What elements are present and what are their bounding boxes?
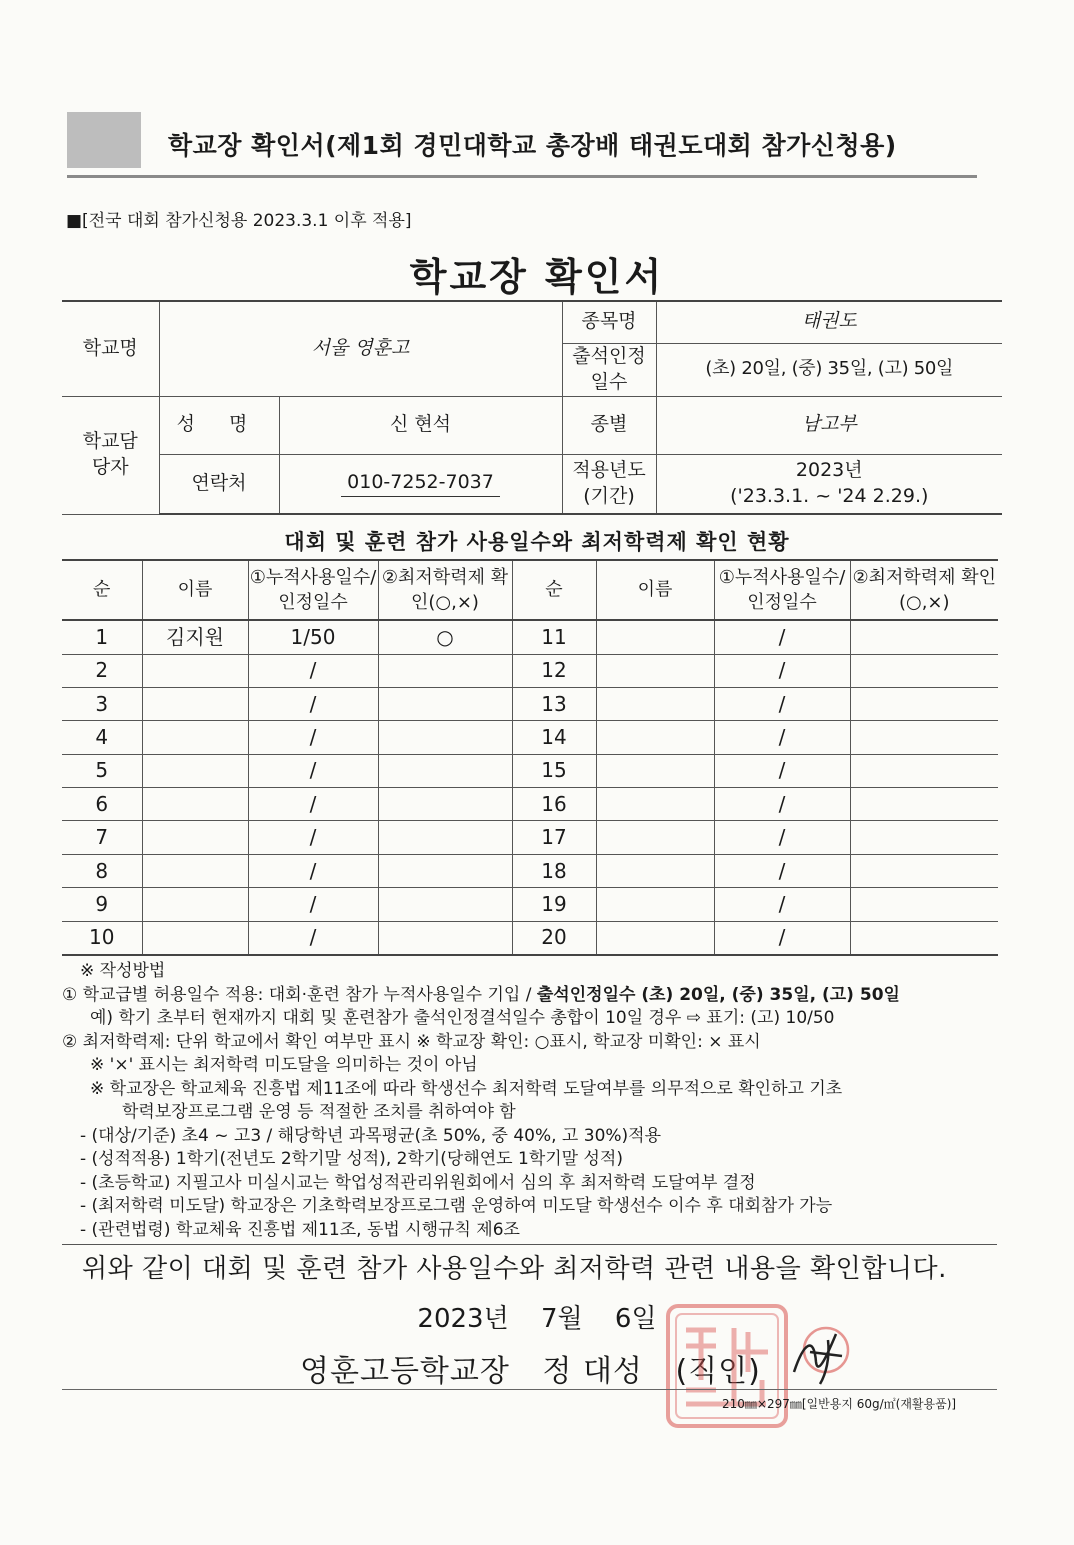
cell-check-left: [378, 888, 512, 921]
table-row: [62, 821, 998, 854]
cell-no-left: 2: [62, 654, 142, 687]
cell-check-right: [850, 788, 998, 821]
sport-value: 태권도: [656, 301, 1002, 343]
cell-no-right: 17: [512, 821, 596, 854]
school-info-table: [62, 300, 1002, 515]
issue-date: [0, 1298, 1074, 1335]
cell-no-right: 18: [512, 854, 596, 887]
cell-check-right: [850, 687, 998, 720]
cell-days-right: /: [714, 888, 850, 921]
table-row: [62, 721, 998, 754]
table-row: [62, 888, 998, 921]
cell-no-right: 19: [512, 888, 596, 921]
table-row: [62, 687, 998, 720]
note-item-1-example: 예) 학기 초부터 현재까지 대회 및 훈련참가 출석인정결석일수 총합이 10일 경우 ⇨ 표기: (고) 10/50: [90, 1008, 835, 1028]
cell-check-right: [850, 921, 998, 954]
cell-name-left: [142, 921, 248, 954]
cell-check-right: [850, 620, 998, 654]
table-row: [62, 788, 998, 821]
cell-days-left: /: [248, 921, 378, 954]
cell-days-left: /: [248, 687, 378, 720]
cell-name-right: [596, 620, 714, 654]
header-check-left: ②최저학력제 확인(○,×): [378, 560, 512, 620]
cell-check-right: [850, 854, 998, 887]
signer-seal-label: (직인): [675, 1354, 761, 1389]
table-row: [62, 620, 998, 654]
cell-check-left: [378, 754, 512, 787]
cell-name-right: [596, 821, 714, 854]
cell-check-left: [378, 788, 512, 821]
table-row: [62, 854, 998, 887]
cell-days-right: /: [714, 854, 850, 887]
section-title: 대회 및 훈련 참가 사용일수와 최저학력제 확인 현황: [284, 530, 790, 554]
cell-days-left: 1/50: [248, 620, 378, 654]
cell-no-left: 1: [62, 620, 142, 654]
note-dash-5: - (관련법령) 학교체육 진흥법 제11조, 동법 시행규칙 제6조: [80, 1219, 520, 1240]
cell-name-left: [142, 721, 248, 754]
cell-check-right: [850, 721, 998, 754]
period-value: [656, 454, 1002, 514]
cell-check-right: [850, 888, 998, 921]
cell-name-left: [142, 754, 248, 787]
header-name-right: 이름: [596, 560, 714, 620]
instructions: [62, 960, 1007, 1242]
cell-no-right: 11: [512, 620, 596, 654]
note-item-1: ① 학교급별 허용일수 적용: 대회·훈련 참가 누적사용일수 기입 / 출석인정일수 (초) 20일, (중) 35일, (고) 50일: [62, 984, 900, 1005]
note-dash-4: - (최저학력 미도달) 학교장은 기초학력보장프로그램 운영하여 미도달 학생선수 이수 후 대회참가 가능: [80, 1196, 833, 1216]
period-range: ('23.3.1. ~ '24 2.29.): [730, 484, 929, 507]
cell-days-right: /: [714, 788, 850, 821]
cell-no-left: 6: [62, 788, 142, 821]
cell-name-left: [142, 888, 248, 921]
cell-no-left: 4: [62, 721, 142, 754]
cell-check-left: [378, 854, 512, 887]
header-no-right: 순: [512, 560, 596, 620]
cell-name-left: 김지원: [142, 620, 248, 654]
manager-name-label: 성 명: [159, 396, 279, 454]
cell-name-right: [596, 721, 714, 754]
date-year: 2023년: [417, 1304, 509, 1334]
cell-days-right: /: [714, 620, 850, 654]
header-days-right: ①누적사용일수/인정일수: [714, 560, 850, 620]
bottom-divider: [62, 1389, 997, 1390]
sport-label: 종목명: [562, 301, 656, 343]
cell-days-left: /: [248, 788, 378, 821]
paper-spec-note: 210㎜×297㎜[일반용지 60g/㎡(재활용품)]: [722, 1397, 957, 1411]
cell-no-left: 7: [62, 821, 142, 854]
manager-name-value: 신 현석: [279, 396, 562, 454]
header-name-left: 이름: [142, 560, 248, 620]
cell-days-left: /: [248, 754, 378, 787]
school-name-label: 학교명: [62, 301, 159, 396]
cell-no-left: 9: [62, 888, 142, 921]
header-divider: [67, 175, 977, 178]
note-dash-1: - (대상/기준) 초4 ~ 고3 / 해당학년 과목평균(초 50%, 중 40%, 고 30%)적용: [80, 1125, 662, 1146]
cell-name-left: [142, 654, 248, 687]
table-row: [62, 654, 998, 687]
cell-check-left: [378, 921, 512, 954]
cell-name-right: [596, 654, 714, 687]
cell-name-right: [596, 888, 714, 921]
cell-name-right: [596, 687, 714, 720]
cell-name-left: [142, 821, 248, 854]
cell-days-left: /: [248, 721, 378, 754]
header-check-right: ②최저학력제 확인(○,×): [850, 560, 998, 620]
cell-check-right: [850, 821, 998, 854]
cell-name-right: [596, 788, 714, 821]
cell-no-left: 5: [62, 754, 142, 787]
note-dash-2: - (성적적용) 1학기(전년도 2학기말 성적), 2학기(당해연도 1학기말 성적): [80, 1149, 623, 1169]
cell-days-right: /: [714, 687, 850, 720]
category-value: 남고부: [656, 396, 1002, 454]
cell-check-left: [378, 721, 512, 754]
cell-name-right: [596, 854, 714, 887]
notes-heading: ※ 작성방법: [80, 961, 166, 981]
category-label: 종별: [562, 396, 656, 454]
document-title: 학교장 확인서: [409, 255, 665, 299]
cell-days-left: /: [248, 854, 378, 887]
header-days-left: ①누적사용일수/인정일수: [248, 560, 378, 620]
note-item-2-sub2: ※ 학교장은 학교체육 진흥법 제11조에 따라 학생선수 최저학력 도달여부를 의무적으로 확인하고 기초: [90, 1078, 843, 1099]
cell-name-left: [142, 687, 248, 720]
date-day: 6일: [614, 1304, 657, 1334]
participant-table: [62, 559, 998, 956]
confirmation-statement: 위와 같이 대회 및 훈련 참가 사용일수와 최저학력 관련 내용을 확인합니다.: [82, 1254, 947, 1284]
attendance-days-label: 출석인정일수: [562, 343, 656, 396]
school-name-value: 서울 영훈고: [159, 301, 562, 396]
cell-name-right: [596, 921, 714, 954]
cell-no-right: 14: [512, 721, 596, 754]
cell-no-right: 15: [512, 754, 596, 787]
cell-check-right: [850, 654, 998, 687]
cell-days-left: /: [248, 654, 378, 687]
cell-no-right: 12: [512, 654, 596, 687]
cell-no-right: 13: [512, 687, 596, 720]
handwritten-signature: [786, 1322, 856, 1388]
cell-days-right: /: [714, 721, 850, 754]
application-subnote: ■[전국 대회 참가신청용 2023.3.1 이후 적용]: [66, 211, 412, 231]
manager-label: 학교담당자: [62, 396, 159, 514]
cell-days-left: /: [248, 821, 378, 854]
cell-no-left: 8: [62, 854, 142, 887]
cell-days-left: /: [248, 888, 378, 921]
note-item-2: ② 최저학력제: 단위 학교에서 확인 여부만 표시 ※ 학교장 확인: ○표시, 학교장 미확인: × 표시: [62, 1031, 761, 1052]
note-dash-3: - (초등학교) 지필고사 미실시교는 학업성적관리위원회에서 심의 후 최저학력 도달여부 결정: [80, 1172, 756, 1193]
date-month: 7월: [540, 1304, 583, 1334]
signer-name: 정 대성: [542, 1354, 643, 1389]
cell-check-left: ○: [378, 620, 512, 654]
table-row: [62, 921, 998, 954]
contact-value: 010-7252-7037: [279, 454, 562, 514]
contact-label: 연락처: [159, 454, 279, 514]
attendance-days-value: (초) 20일, (중) 35일, (고) 50일: [656, 343, 1002, 396]
table-row: [62, 754, 998, 787]
notes-divider: [62, 1244, 997, 1245]
cell-days-right: /: [714, 654, 850, 687]
header-title: 학교장 확인서(제1회 경민대학교 총장배 태권도대회 참가신청용): [168, 131, 897, 160]
cell-no-left: 3: [62, 687, 142, 720]
cell-name-left: [142, 854, 248, 887]
cell-check-left: [378, 821, 512, 854]
cell-check-left: [378, 687, 512, 720]
cell-name-left: [142, 788, 248, 821]
cell-no-left: 10: [62, 921, 142, 954]
cell-check-left: [378, 654, 512, 687]
period-label: 적용년도(기간): [562, 454, 656, 514]
note-item-2-sub1: ※ '×' 표시는 최저학력 미도달을 의미하는 것이 아님: [90, 1055, 478, 1075]
cell-no-right: 16: [512, 788, 596, 821]
cell-days-right: /: [714, 754, 850, 787]
cell-name-right: [596, 754, 714, 787]
cell-days-right: /: [714, 921, 850, 954]
signer-school: 영훈고등학교장: [300, 1354, 510, 1389]
note-item-2-sub2b: 학력보장프로그램 운영 등 적절한 조치를 취하여야 함: [122, 1102, 516, 1122]
cell-days-right: /: [714, 821, 850, 854]
cell-check-right: [850, 754, 998, 787]
header-no-left: 순: [62, 560, 142, 620]
period-year: 2023년: [795, 459, 863, 482]
header-gray-block: [67, 112, 141, 168]
cell-no-right: 20: [512, 921, 596, 954]
